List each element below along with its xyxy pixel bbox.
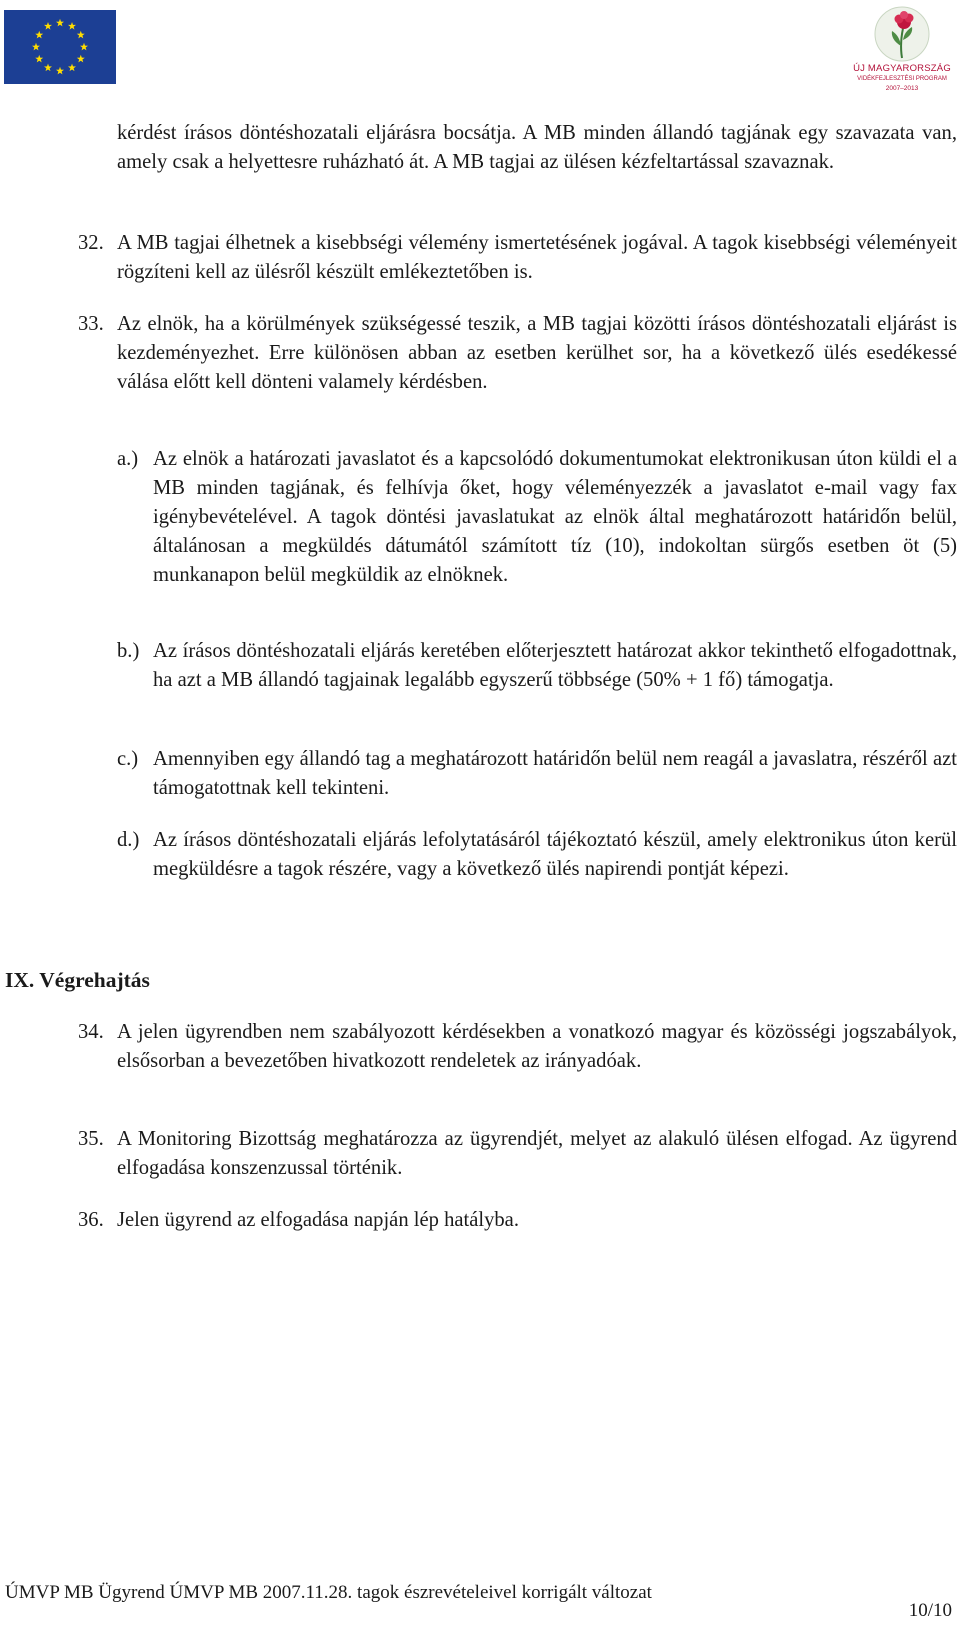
item-number: 32. [78, 232, 104, 254]
subitem-label: a.) [117, 448, 139, 470]
subitem-label: c.) [117, 748, 139, 770]
item-number: 33. [78, 313, 104, 335]
page-number: 10/10 [908, 1600, 952, 1621]
eu-star-icon [80, 43, 88, 51]
item-text: A MB tagjai élhetnek a kisebbségi vélemény ismertetésének jogával. A tagok kisebbségi véleményeit rögzíteni kell az ülésről készült emlékeztetőben is. [117, 232, 957, 283]
eu-star-icon [44, 22, 52, 30]
eu-star-icon [56, 67, 64, 75]
eu-star-icon [77, 31, 85, 39]
section-heading: IX. Végrehajtás [5, 968, 150, 992]
lead-paragraph: kérdést írásos döntéshozatali eljárásra bocsátja. A MB minden állandó tagjának egy szavazata van, amely csak a helyettesre ruházható át. A MB tagjai az ülésen kézfeltartással szavaznak. [117, 122, 957, 173]
item-text: Az elnök, ha a körülmények szükségessé teszik, a MB tagjai közötti írásos döntéshozatali eljárást is kezdeményezhet. Erre különösen abban az esetben kerülhet sor, ha a következő ülés esedékessé válása előtt kell dönteni valamely kérdésben. [117, 313, 957, 393]
logo-title: ÚJ MAGYARORSZÁG [853, 63, 951, 74]
item-text: A jelen ügyrendben nem szabályozott kérdésekben a vonatkozó magyar és közösségi jogszabályok, elsősorban a bevezetőben hivatkozott rendeletek az irányadóak. [117, 1021, 957, 1072]
eu-star-icon [77, 55, 85, 63]
logo-years: 2007–2013 [885, 85, 919, 92]
eu-star-icon [35, 31, 43, 39]
subitem-label: d.) [117, 829, 140, 851]
item-text: Jelen ügyrend az elfogadása napján lép hatályba. [117, 1209, 519, 1231]
eu-star-icon [44, 64, 52, 72]
logo-subtitle: VIDÉKFEJLESZTÉSI PROGRAM [857, 76, 947, 82]
uj-magyarorszag-logo [852, 6, 952, 96]
eu-star-icon [32, 43, 40, 51]
subitem-text: Amennyiben egy állandó tag a meghatározott határidőn belül nem reagál a javaslatra, részéről azt támogatottnak kell tekinteni. [153, 748, 957, 799]
footer-document-title: ÚMVP MB Ügyrend ÚMVP MB 2007.11.28. tagok észrevételeivel korrigált változat [5, 1582, 652, 1603]
eu-star-icon [68, 22, 76, 30]
eu-star-icon [68, 64, 76, 72]
item-number: 35. [78, 1128, 104, 1150]
flower-emblem-icon [852, 6, 952, 64]
subitem-text: Az írásos döntéshozatali eljárás keretében előterjesztett határozat akkor tekinthető elfogadottnak, ha azt a MB állandó tagjainak legalább egyszerű többsége (50% + 1 fő) támogatja. [153, 640, 957, 691]
subitem-text: Az elnök a határozati javaslatot és a kapcsolódó dokumentumokat elektronikusan úton küldi el a MB minden tagjának, és felhívja őket, hogy véleményezzék a javaslatot e-mail vagy fax igénybevételével. A tagok döntési javaslatukat az elnök által meghatározott határidőn belül, általánosan a megküldés dátumától számított tíz (10), indokoltan sürgős esetben öt (5) munkanapon belül megküldik az elnöknek. [153, 448, 957, 586]
item-number: 34. [78, 1021, 104, 1043]
eu-stars-icon [4, 10, 116, 84]
item-number: 36. [78, 1209, 104, 1231]
subitem-label: b.) [117, 640, 140, 662]
eu-star-icon [35, 55, 43, 63]
eu-star-icon [56, 19, 64, 27]
subitem-text: Az írásos döntéshozatali eljárás lefolytatásáról tájékoztató készül, amely elektronikus úton kerül megküldésre a tagok részére, vagy a következő ülés napirendi pontját képezi. [153, 829, 957, 880]
item-text: A Monitoring Bizottság meghatározza az ügyrendjét, melyet az alakuló ülésen elfogad. Az ügyrend elfogadása konszenzussal történik. [117, 1128, 957, 1179]
eu-flag-logo [4, 10, 116, 84]
